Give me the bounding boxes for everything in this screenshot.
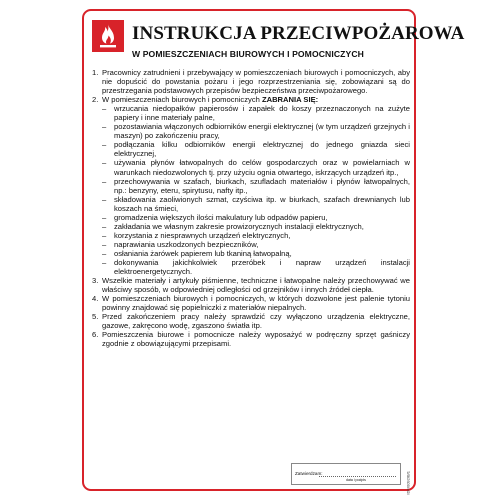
prohibition-item: – pozostawiania włączonych odbiorników energii elektrycznej (w tym urządzeń grzejnych i maszyn) po zakończeniu pracy,	[102, 122, 410, 141]
prohibition-item: – składowania zaoliwionych szmat, czyściwa itp. w biurkach, szafach drewnianych lub koszach na śmieci,	[102, 194, 410, 213]
item-text: Pomieszczenia biurowe i pomocnicze należy wyposażyć w podręczny sprzęt gaśniczy zgodnie z obowiązującymi przepisami.	[102, 330, 410, 349]
instruction-item-4	[92, 294, 410, 312]
item-text: W pomieszczeniach biurowych i pomocniczych	[102, 95, 262, 105]
prohibition-list	[92, 104, 410, 276]
item-bold-text: ZABRANIA SIĘ:	[261, 95, 319, 105]
item-number: 6.	[92, 330, 99, 340]
item-number: 3.	[92, 276, 99, 286]
product-code: IDF/0092/B/1	[406, 471, 411, 495]
instruction-item-3	[92, 276, 410, 294]
prohibition-item: – przechowywania w szafach, biurkach, szufladach materiałów i płynów łatwopalnych, np.: benzyny, eteru, spirytusu, nafty itp.,	[102, 176, 410, 195]
prohibition-item: – zakładania we własnym zakresie prowizorycznych instalacji elektrycznych,	[102, 221, 364, 231]
prohibition-item: – dokonywania jakichkolwiek przeróbek i napraw urządzeń instalacji elektroenergetycznych.	[102, 257, 410, 277]
prohibition-item: – podłączania kilku odbiorników energii elektrycznej do jednego gniazda sieci elektrycznej,	[102, 140, 410, 159]
item-number: 5.	[92, 312, 99, 322]
prohibition-item: – korzystania z niesprawnych urządzeń elektrycznych,	[102, 230, 291, 240]
item-text: W pomieszczeniach biurowych i pomocniczych, w których dozwolone jest palenie tytoniu powinny znajdować się popielniczki z materiałów niepalnych.	[102, 294, 410, 313]
item-number: 1.	[92, 68, 99, 77]
prohibition-item: – gromadzenia większych ilości makulatury lub odpadów papieru,	[102, 212, 328, 222]
fire-icon	[92, 20, 124, 52]
approval-box	[291, 463, 401, 485]
prohibition-item: – osłaniania żarówek papierem lub tkaniną łatwopalną,	[102, 248, 292, 258]
item-text: Pracownicy zatrudnieni i przebywający w pomieszczeniach biurowych i pomocniczych, aby nie dopuścić do powstania pożaru i jego rozprzestrzeniania się, zobowiązani są do przestrzegania podstawowych przepisów bezpieczeństwa przeciwpożarowego.	[102, 68, 410, 96]
prohibition-item: – wrzucania niedopałków papierosów i zapałek do koszy przeznaczonych na zużyte papiery i inne materiały palne,	[102, 104, 410, 123]
signature-line	[319, 476, 396, 477]
approval-caption: data i podpis	[346, 478, 366, 482]
sign-subtitle: W POMIESZCZENIACH BIUROWYCH I POMOCNICZYCH	[132, 49, 364, 59]
instruction-item-5	[92, 312, 410, 330]
prohibition-item: – naprawiania uszkodzonych bezpieczników,	[102, 239, 259, 249]
instruction-item-1	[92, 68, 410, 95]
sign-title: INSTRUKCJA PRZECIWPOŻAROWA	[132, 23, 465, 44]
prohibition-item: – używania płynów łatwopalnych do celów gospodarczych oraz w powielarniach w warunkach niedozwolonych tj. przy użyciu ognia otwartego, iskrzących urządzeń itp.,	[102, 158, 410, 177]
item-number: 4.	[92, 294, 99, 304]
item-text: Przed zakończeniem pracy należy sprawdzić czy wyłączono urządzenia elektryczne, gazowe, zakręcono wodę, zgaszono światła itp.	[102, 312, 410, 331]
instruction-item-6	[92, 330, 410, 348]
approval-label: Zatwierdzam:	[295, 471, 323, 476]
item-text: Wszelkie materiały i artykuły piśmienne, techniczne i łatwopalne należy przechowywać we właściwy sposób, w odpowiedniej odległości od grzejników i innych źródeł ciepła.	[102, 276, 410, 295]
instruction-item-2	[92, 95, 410, 104]
instruction-content	[92, 68, 410, 348]
instruction-sign	[82, 9, 465, 495]
item-number: 2.	[92, 95, 99, 105]
